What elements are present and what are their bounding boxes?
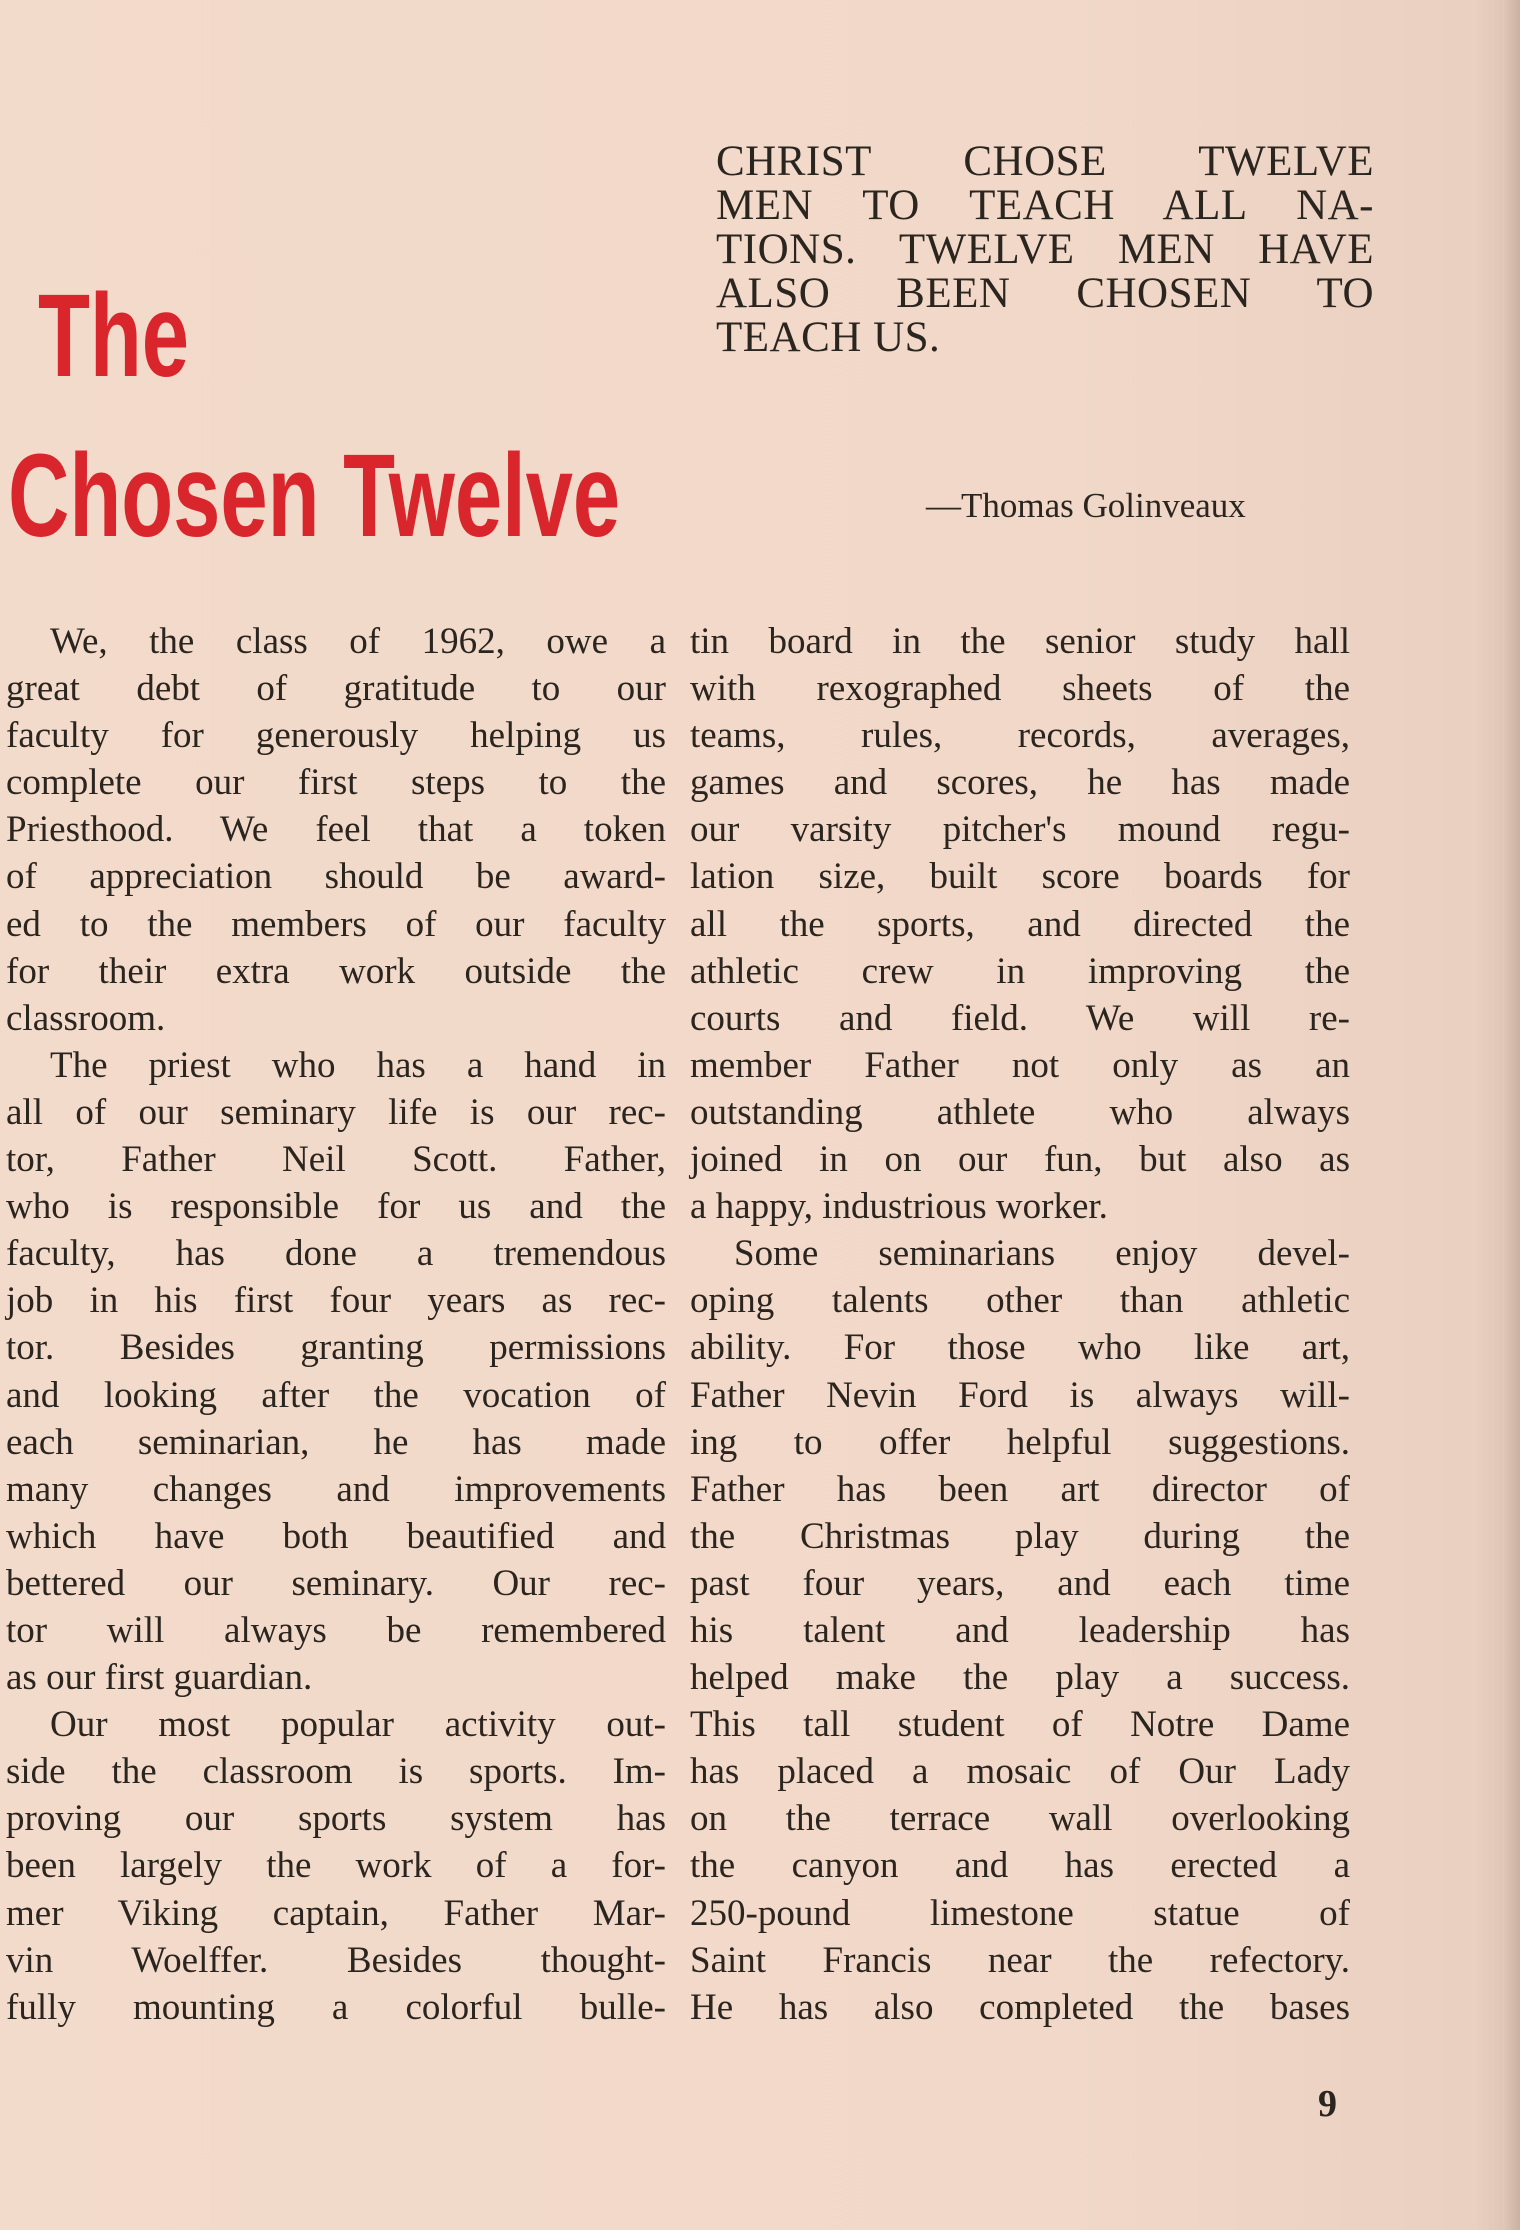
text-line: all the sports, and directed the	[690, 903, 1350, 945]
article-column-left	[6, 618, 666, 2031]
intro-line: ALSO BEEN CHOSEN TO	[716, 270, 1374, 317]
text-line: Saint Francis near the refectory.	[690, 1939, 1350, 1981]
text-line: Priesthood. We feel that a token	[6, 809, 666, 851]
text-line: lation size, built score boards for	[690, 856, 1350, 898]
text-line: been largely the work of a for-	[6, 1845, 666, 1887]
text-line: each seminarian, he has made	[6, 1421, 666, 1463]
text-line: We, the class of 1962, owe a	[50, 621, 666, 662]
text-line: has placed a mosaic of Our Lady	[690, 1751, 1350, 1793]
text-line: courts and field. We will re-	[690, 997, 1350, 1039]
text-line: athletic crew in improving the	[690, 950, 1350, 992]
text-line: many changes and improvements	[6, 1468, 666, 1510]
article-column-right	[690, 618, 1350, 2031]
text-line: which have both beautified and	[6, 1515, 666, 1557]
text-line: on the terrace wall overlooking	[690, 1798, 1350, 1840]
text-line: bettered our seminary. Our rec-	[6, 1562, 666, 1604]
text-line: This tall student of Notre Dame	[690, 1704, 1350, 1746]
text-line: mer Viking captain, Father Mar-	[6, 1892, 666, 1934]
article-title-line-2: Chosen Twelve	[8, 430, 621, 562]
intro-line: MEN TO TEACH ALL NA-	[716, 182, 1374, 229]
text-line: of appreciation should be award-	[6, 856, 666, 898]
text-line: faculty, has done a tremendous	[6, 1233, 666, 1275]
text-line: the canyon and has erected a	[690, 1845, 1350, 1887]
intro-line: TIONS. TWELVE MEN HAVE	[716, 226, 1374, 273]
text-line: teams, rules, records, averages,	[690, 715, 1350, 757]
text-line: for their extra work outside the	[6, 950, 666, 992]
text-line: past four years, and each time	[690, 1562, 1350, 1604]
intro-line: TEACH US.	[716, 314, 941, 361]
text-line: a happy, industrious worker.	[690, 1186, 1108, 1228]
text-line: Father Nevin Ford is always will-	[690, 1374, 1350, 1416]
author-byline: —Thomas Golinveaux	[926, 486, 1246, 525]
text-line: who is responsible for us and the	[6, 1186, 666, 1228]
text-line: ed to the members of our faculty	[6, 903, 666, 945]
text-line: ability. For those who like art,	[690, 1327, 1350, 1369]
text-line: oping talents other than athletic	[690, 1280, 1350, 1322]
text-line: 250-pound limestone statue of	[690, 1892, 1350, 1934]
text-line: He has also completed the bases	[690, 1986, 1350, 2028]
text-line: tor will always be remembered	[6, 1609, 666, 1651]
text-line: fully mounting a colorful bulle-	[6, 1986, 666, 2028]
text-line: and looking after the vocation of	[6, 1374, 666, 1416]
text-line: all of our seminary life is our rec-	[6, 1091, 666, 1133]
text-line: as our first guardian.	[6, 1657, 313, 1699]
text-line: member Father not only as an	[690, 1044, 1350, 1086]
text-line: Our most popular activity out-	[50, 1704, 666, 1746]
article-title-line-1: The	[38, 270, 190, 402]
text-line: great debt of gratitude to our	[6, 668, 666, 710]
text-line: job in his first four years as rec-	[6, 1280, 666, 1322]
text-line: Father has been art director of	[690, 1468, 1350, 1510]
text-line: games and scores, he has made	[690, 762, 1350, 804]
text-line: tor, Father Neil Scott. Father,	[6, 1139, 666, 1181]
text-line: The priest who has a hand in	[50, 1044, 666, 1086]
text-line: ing to offer helpful suggestions.	[690, 1421, 1350, 1463]
text-line: joined in on our fun, but also as	[690, 1139, 1350, 1181]
text-line: proving our sports system has	[6, 1798, 666, 1840]
text-line: the Christmas play during the	[690, 1515, 1350, 1557]
intro-blurb	[716, 140, 1374, 360]
text-line: classroom.	[6, 997, 166, 1039]
text-line: side the classroom is sports. Im-	[6, 1751, 666, 1793]
text-line: his talent and leadership has	[690, 1609, 1350, 1651]
intro-line: CHRIST CHOSE TWELVE	[716, 138, 1374, 185]
text-line: helped make the play a success.	[690, 1657, 1350, 1699]
text-line: with rexographed sheets of the	[690, 668, 1350, 710]
text-line: tor. Besides granting permissions	[6, 1327, 666, 1369]
text-line: complete our first steps to the	[6, 762, 666, 804]
text-line: Some seminarians enjoy devel-	[734, 1233, 1350, 1275]
page-number: 9	[1318, 2083, 1337, 2125]
text-line: faculty for generously helping us	[6, 715, 666, 757]
text-line: tin board in the senior study hall	[690, 621, 1350, 662]
text-line: vin Woelffer. Besides thought-	[6, 1939, 666, 1981]
text-line: our varsity pitcher's mound regu-	[690, 809, 1350, 851]
page-spine-shadow	[1502, 0, 1520, 2230]
text-line: outstanding athlete who always	[690, 1091, 1350, 1133]
